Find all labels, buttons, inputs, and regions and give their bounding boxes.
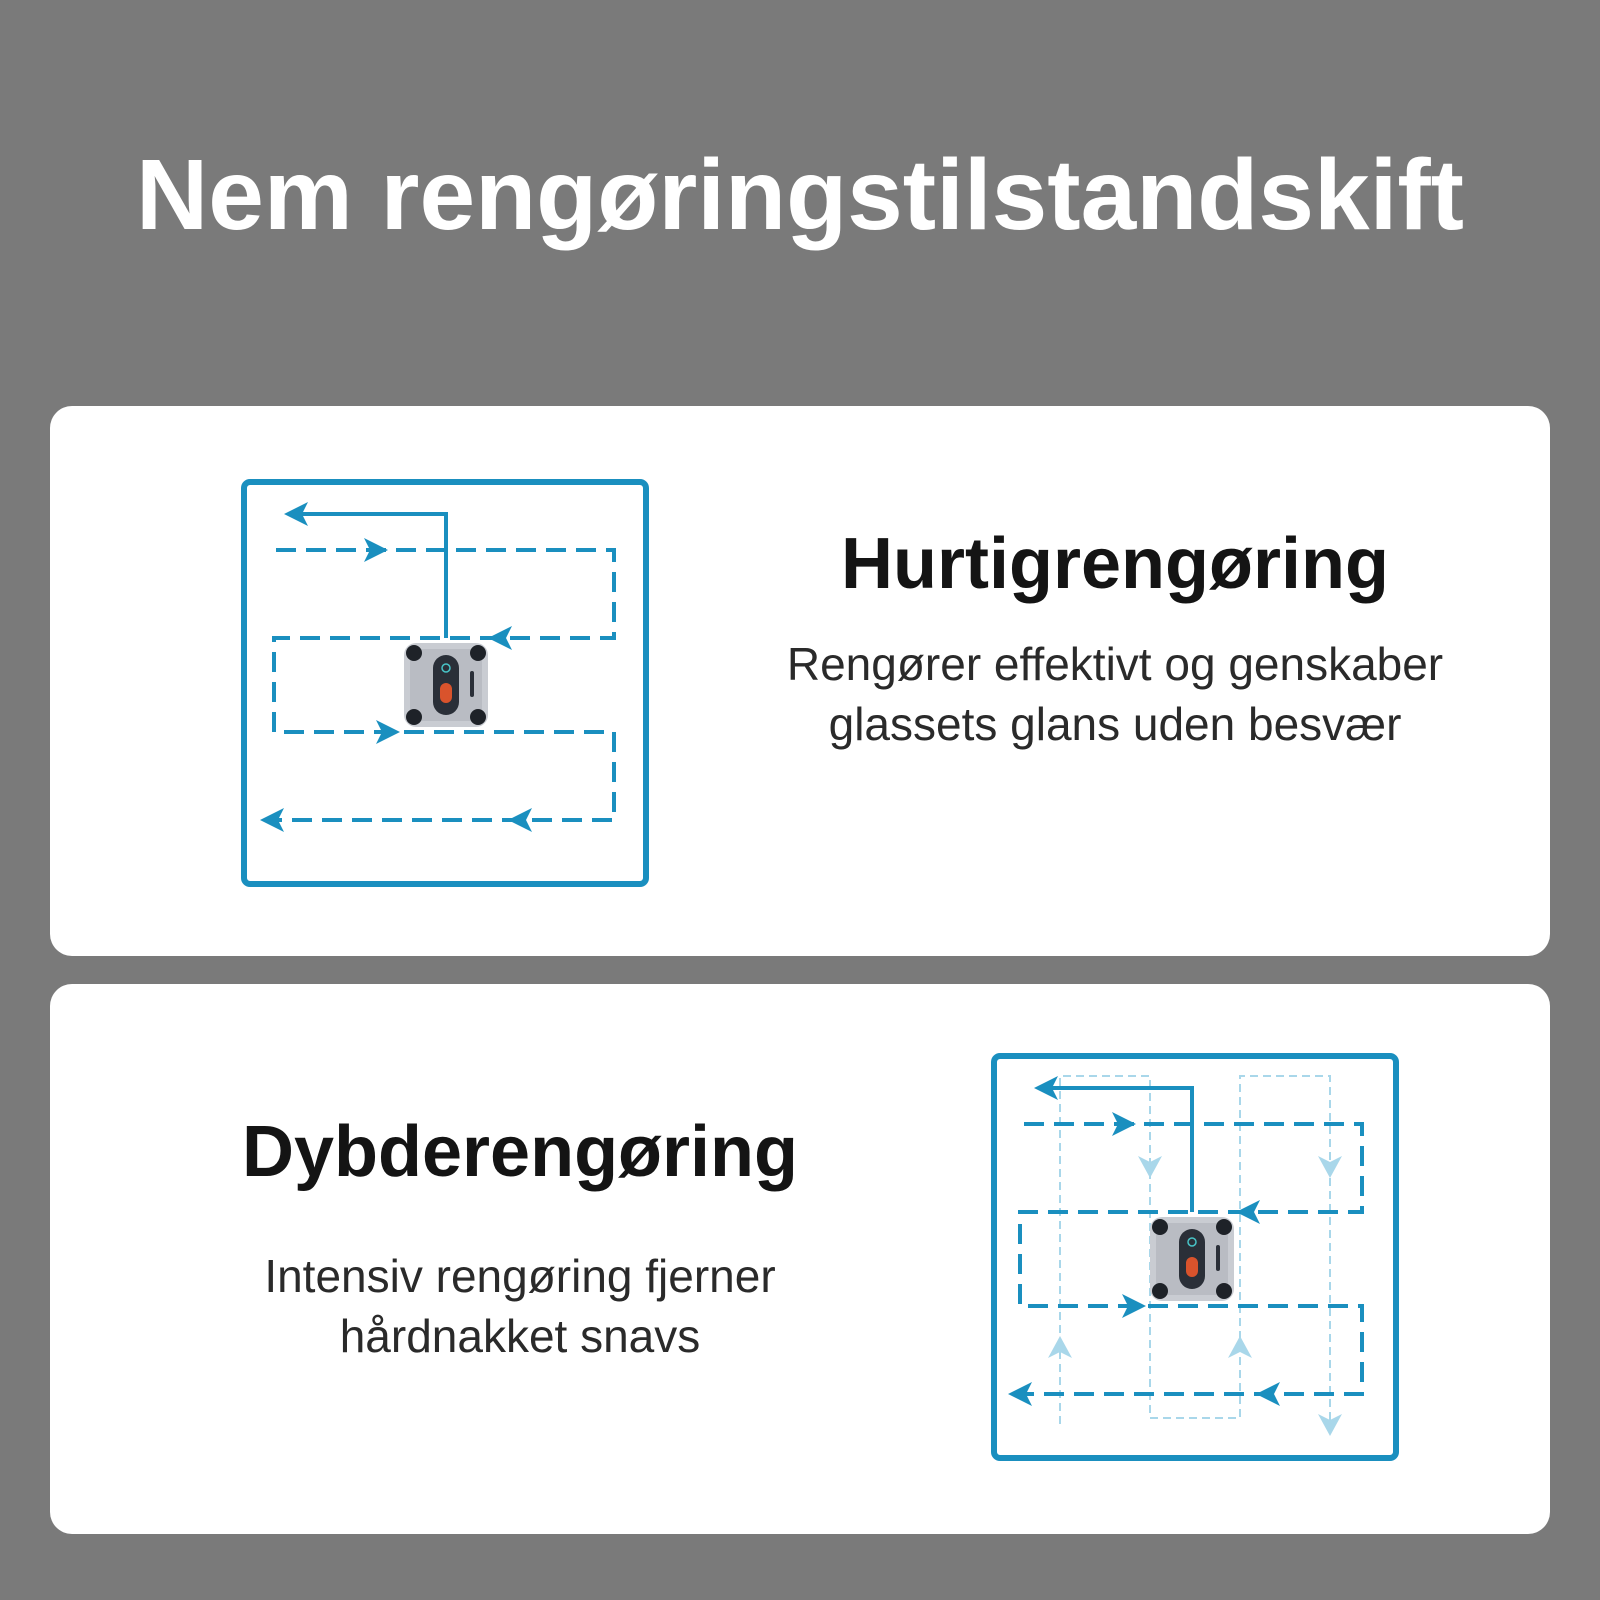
robot-window-cleaner-icon — [1150, 1217, 1234, 1301]
quick-clean-title: Hurtigrengøring — [841, 524, 1389, 604]
quick-clean-path-diagram — [240, 478, 650, 888]
deep-clean-description-line1: Intensiv rengøring fjerner — [264, 1250, 776, 1303]
quick-clean-description-line2: glassets glans uden besvær — [828, 698, 1402, 751]
deep-clean-text — [200, 1109, 840, 1367]
deep-clean-card — [50, 984, 1550, 1534]
robot-window-cleaner-icon — [404, 643, 488, 727]
deep-clean-title: Dybderengøring — [241, 1112, 799, 1192]
deep-clean-path-diagram — [990, 1052, 1400, 1462]
page-headline: Nem rengøringstilstandskift — [136, 139, 1464, 251]
quick-clean-description-line1: Rengører effektivt og genskaber — [786, 638, 1444, 691]
deep-clean-description — [200, 1247, 840, 1367]
deep-clean-description-line2: hårdnakket snavs — [339, 1310, 701, 1363]
quick-clean-card — [50, 406, 1550, 956]
quick-clean-text — [770, 521, 1460, 755]
quick-clean-description — [770, 635, 1460, 755]
